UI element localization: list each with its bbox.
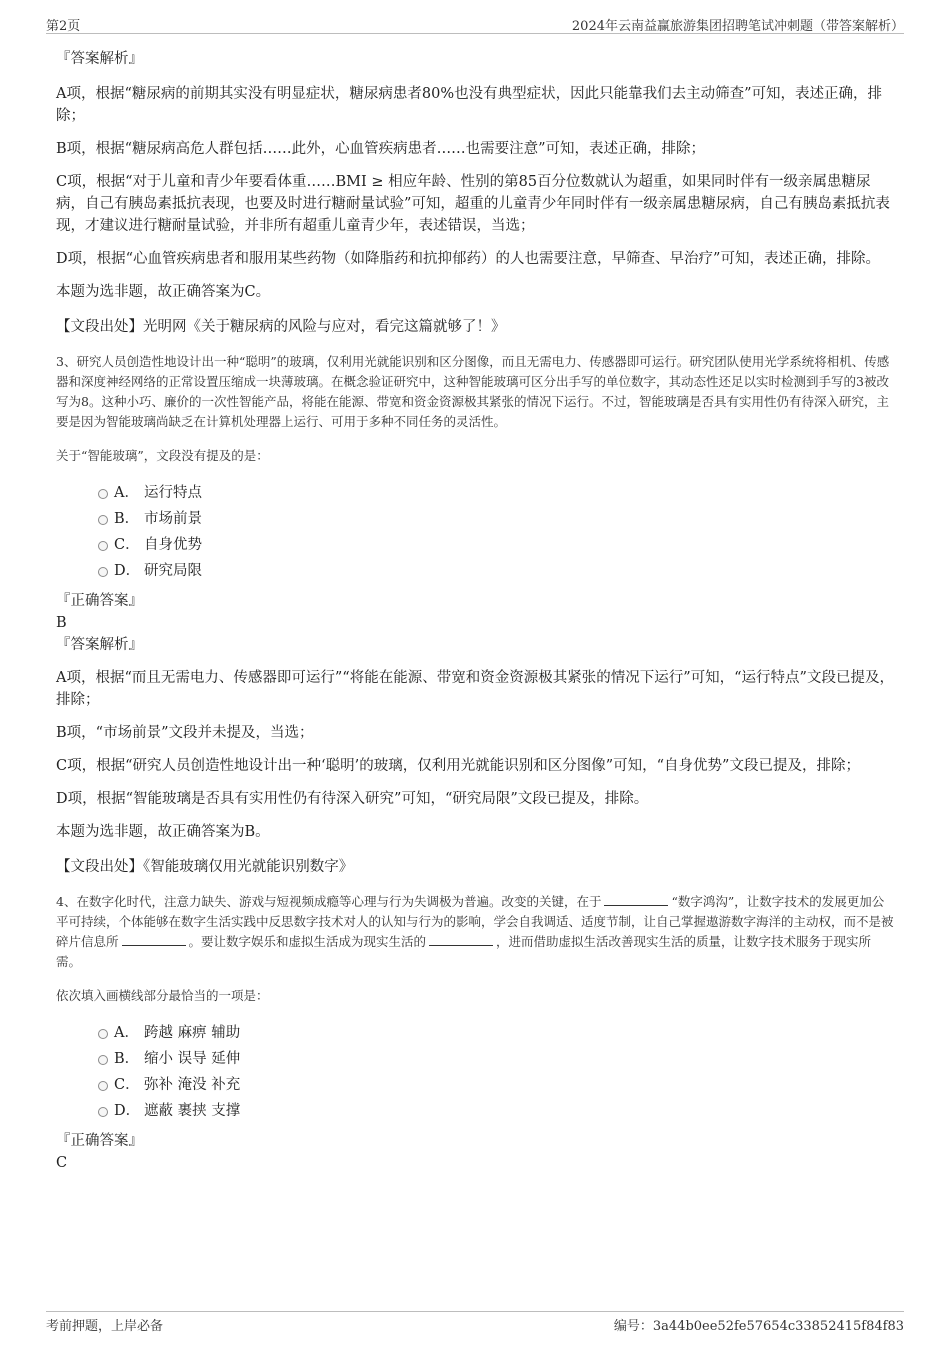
q4-option-d[interactable]: D． 遮蔽 裹挟 支撑 — [56, 1098, 896, 1124]
q2-analysis-a: A项，根据“糖尿病的前期其实没有明显症状，糖尿病患者80%也没有典型症状，因此只能靠我们去主动筛查”可知，表述正确，排除； — [56, 86, 883, 124]
radio-icon[interactable] — [98, 1029, 108, 1039]
radio-icon[interactable] — [98, 1107, 108, 1117]
q3-analysis-b: B项，“市场前景”文段并未提及，当选； — [56, 725, 314, 741]
radio-icon[interactable] — [98, 1081, 108, 1091]
radio-icon[interactable] — [98, 515, 108, 525]
analysis-label: 『答案解析』 — [56, 51, 143, 67]
q3-question: 关于“智能玻璃”，文段没有提及的是： — [56, 448, 269, 463]
q2-conclusion: 本题为选非题，故正确答案为C。 — [56, 284, 271, 300]
q3-options — [56, 480, 896, 584]
page-content — [56, 42, 896, 1174]
q3-analysis-c: C项，根据“研究人员创造性地设计出一种‘聪明’的玻璃，仅利用光就能识别和区分图像”可知，“自身优势”文段已提及，排除； — [56, 758, 860, 774]
q4-option-b[interactable]: B． 缩小 误导 延伸 — [56, 1046, 896, 1072]
radio-icon[interactable] — [98, 567, 108, 577]
q3-option-c[interactable]: C． 自身优势 — [56, 532, 896, 558]
footer-slogan: 考前押题，上岸必备 — [46, 1319, 164, 1334]
radio-icon[interactable] — [98, 489, 108, 499]
q3-option-a[interactable]: A． 运行特点 — [56, 480, 896, 506]
q4-answer-label: 『正确答案』 — [56, 1133, 143, 1149]
fill-blank-3 — [429, 933, 493, 946]
q3-passage: 3、研究人员创造性地设计出一种“聪明”的玻璃，仅利用光就能识别和区分图像，而且无需电力、传感器即可运行。研究团队使用光学系统将相机、传感器和深度神经网络的正常设置压缩成一块薄玻璃。在概念验证研究中，这种智能玻璃可区分出手写的单位数字，其动态性还足以实时检测到手写的3被改写为8。这种小巧、廉价的一次性智能产品，将能在能源、带宽和资金资源极其紧张的情况下运行。不过，智能玻璃是否具有实用性仍有待深入研究，主要是因为智能玻璃尚缺乏在计算机处理器上运行、可用于多种不同任务的灵活性。 — [56, 354, 890, 429]
document-id: 编号：3a44b0ee52fe57654c33852415f84f83 — [613, 1319, 904, 1334]
page-number: 第2页 — [46, 19, 81, 34]
q4-answer: C — [56, 1155, 68, 1171]
document-title: 2024年云南益赢旅游集团招聘笔试冲刺题（带答案解析） — [571, 19, 904, 34]
q2-analysis-c: C项，根据“对于儿童和青少年要看体重……BMI ≥ 相应年龄、性别的第85百分位数就认为超重，如果同时伴有一级亲属患糖尿病，自己有胰岛素抵抗表现，也要及时进行糖耐量试验”可知，超重的儿童青少年同时伴有一级亲属患糖尿病，自己有胰岛素抵抗表现，才建议进行糖耐量试验，并非所有超重儿童青少年，表述错误，当选； — [56, 174, 890, 234]
q3-analysis-label: 『答案解析』 — [56, 637, 143, 653]
q4-passage: 4、在数字化时代，注意力缺失、游戏与短视频成瘾等心理与行为失调极为普遍。改变的关键，在于 “数字鸿沟”，让数字技术的发展更加公平可持续，个体能够在数字生活实践中反思数字技术对人的认知与行为的影响，学会自我调适、适度节制，让自己掌握遨游数字海洋的主动权，而不是被碎片信息所 。要让数字娱乐和虚拟生活成为现实生活的 ，进而借助虚拟生活改善现实生活的质量，让数字技术服务于现实所需。 — [56, 894, 894, 969]
q3-source: 【文段出处】《智能玻璃仅用光就能识别数字》 — [56, 859, 354, 875]
q2-source: 【文段出处】光明网《关于糖尿病的风险与应对，看完这篇就够了！》 — [56, 319, 506, 335]
q3-analysis-a: A项，根据“而且无需电力、传感器即可运行”“将能在能源、带宽和资金资源极其紧张的情况下运行”可知，“运行特点”文段已提及，排除； — [56, 670, 894, 708]
q3-answer-label: 『正确答案』 — [56, 593, 143, 609]
q3-conclusion: 本题为选非题，故正确答案为B。 — [56, 824, 270, 840]
q2-analysis-b: B项，根据“糖尿病高危人群包括……此外，心血管疾病患者……也需要注意”可知，表述正确，排除； — [56, 141, 705, 157]
radio-icon[interactable] — [98, 541, 108, 551]
q4-option-c[interactable]: C． 弥补 淹没 补充 — [56, 1072, 896, 1098]
fill-blank-1 — [604, 893, 668, 906]
q3-answer: B — [56, 615, 67, 631]
q3-option-d[interactable]: D． 研究局限 — [56, 558, 896, 584]
q4-option-a[interactable]: A． 跨越 麻痹 辅助 — [56, 1020, 896, 1046]
radio-icon[interactable] — [98, 1055, 108, 1065]
page-header — [46, 13, 904, 34]
q3-analysis-d: D项，根据“智能玻璃是否具有实用性仍有待深入研究”可知，“研究局限”文段已提及，排除。 — [56, 791, 649, 807]
q4-question: 依次填入画横线部分最恰当的一项是： — [56, 988, 269, 1003]
page-footer — [46, 1311, 904, 1334]
fill-blank-2 — [122, 933, 186, 946]
q2-analysis-d: D项，根据“心血管疾病患者和服用某些药物（如降脂药和抗抑郁药）的人也需要注意，早筛查、早治疗”可知，表述正确，排除。 — [56, 251, 880, 267]
q4-options — [56, 1020, 896, 1124]
q3-option-b[interactable]: B． 市场前景 — [56, 506, 896, 532]
